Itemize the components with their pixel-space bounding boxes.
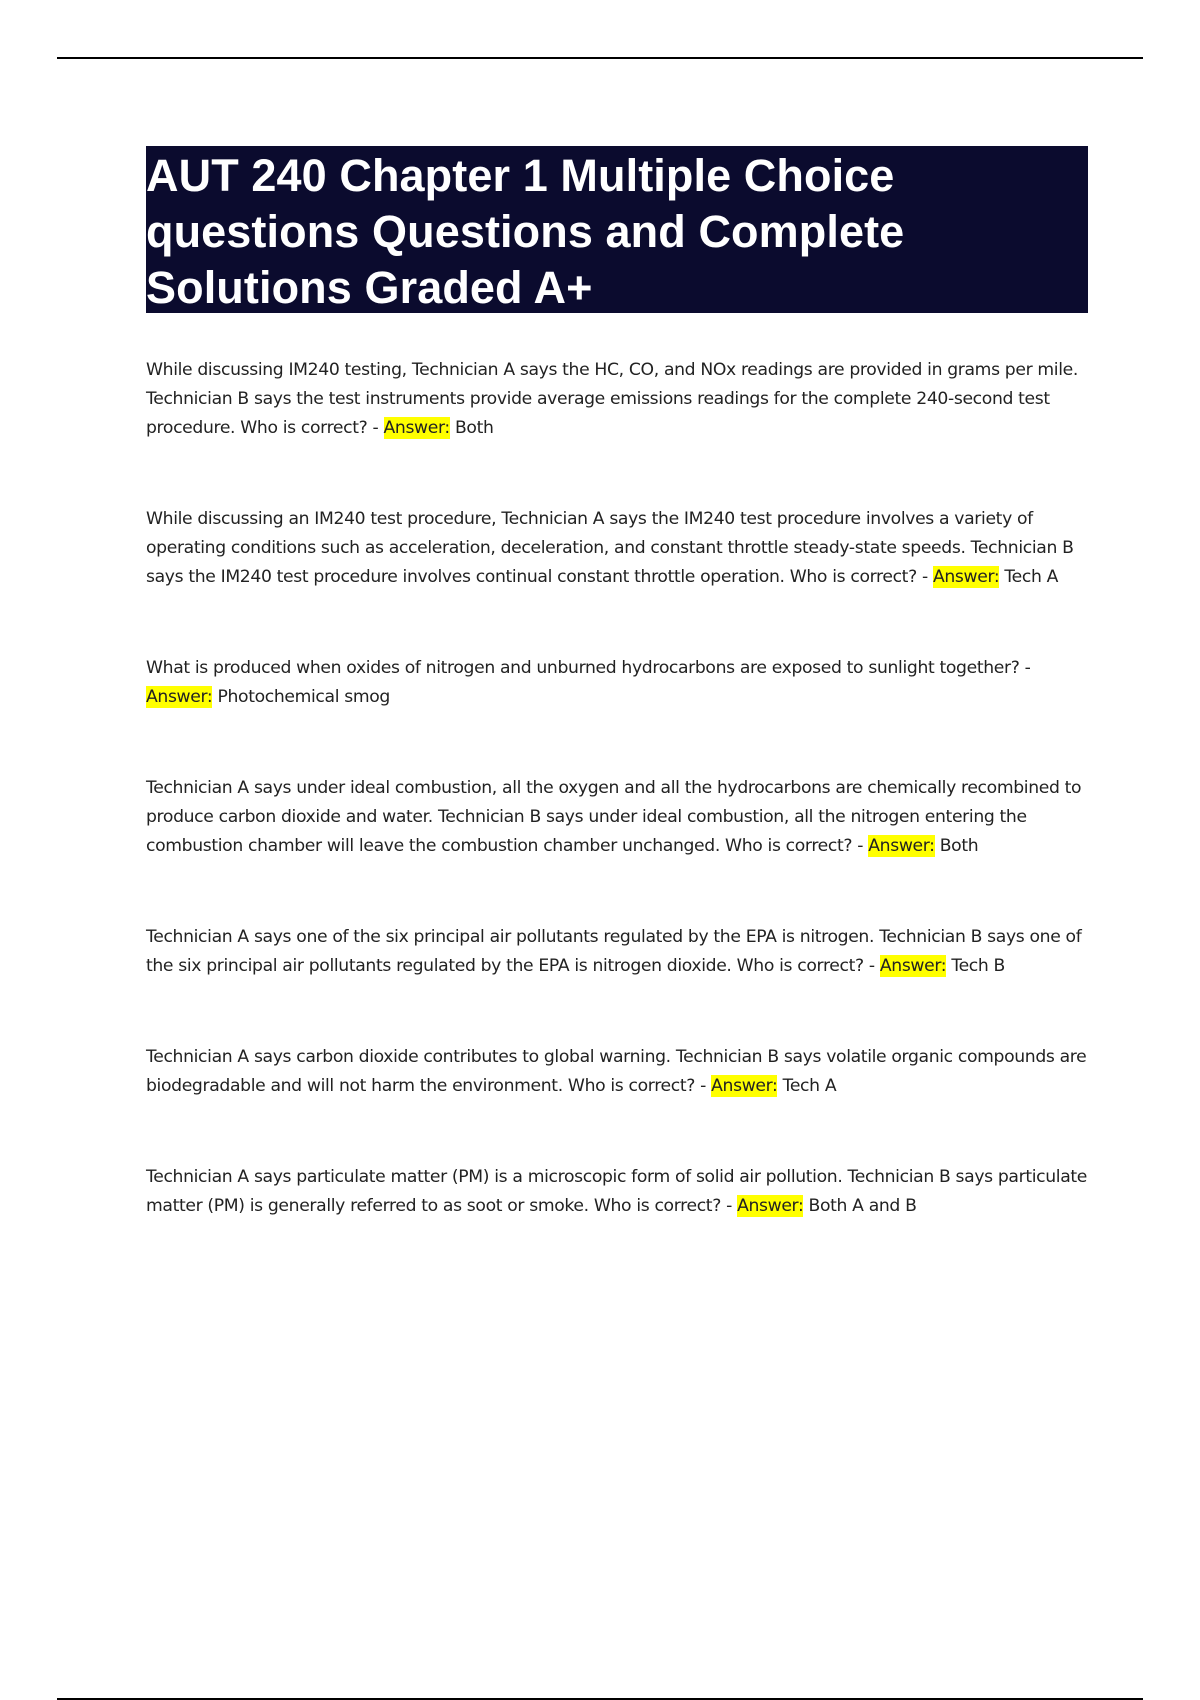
answer-text: Tech A xyxy=(1004,567,1059,587)
question-text: Technician A says particulate matter (PM) is a microscopic form of solid air pollution. Technician B says particulate matter (PM) is generally referred to as soot or smoke. Who is correct? xyxy=(146,1167,1087,1216)
answer-text: Both xyxy=(454,418,494,438)
answer-label: Answer: xyxy=(711,1076,778,1096)
question-item-3 xyxy=(146,654,1091,712)
answer-text: Both A and B xyxy=(808,1196,917,1216)
title-banner xyxy=(146,146,1088,313)
question-text: While discussing an IM240 test procedure, Technician A says the IM240 test procedure involves a variety of operating conditions such as acceleration, deceleration, and constant throttle steady-state speeds. Technician B says the IM240 test procedure involves continual constant throttle operation. Who is correct? xyxy=(146,509,1074,587)
answer-text: Both xyxy=(939,836,979,856)
document-title: AUT 240 Chapter 1 Multiple Choice questions Questions and Complete Solutions Graded A+ xyxy=(146,150,905,313)
answer-separator: - xyxy=(916,567,933,587)
answer-label: Answer: xyxy=(737,1196,804,1216)
answer-separator: - xyxy=(720,1196,738,1216)
answer-label: Answer: xyxy=(932,567,1000,587)
question-text: Technician A says carbon dioxide contributes to global warning. Technician B says volatile organic compounds are biodegradable and will not harm the environment. Who is correct? xyxy=(146,1047,1087,1096)
answer-label: Answer: xyxy=(868,836,935,856)
question-item-5 xyxy=(146,923,1091,981)
answer-separator: - xyxy=(695,1076,712,1096)
answer-label: Answer: xyxy=(146,687,213,707)
answer-separator: - xyxy=(367,418,384,438)
answer-text: Tech A xyxy=(782,1076,837,1096)
question-list xyxy=(146,356,1091,1221)
answer-text: Photochemical smog xyxy=(217,687,390,707)
question-item-4 xyxy=(146,774,1091,861)
question-text: Technician A says under ideal combustion, all the oxygen and all the hydrocarbons are chemically recombined to produce carbon dioxide and water. Technician B says under ideal combustion, all the nitrogen entering the combustion chamber will leave the combustion chamber unchanged. Who is correct? xyxy=(146,778,1082,856)
question-text: While discussing IM240 testing, Technician A says the HC, CO, and NOx readings are provided in grams per mile. Technician B says the test instruments provide average emissions readings for the complete 240-second test procedure. Who is correct? xyxy=(146,360,1078,438)
answer-separator: - xyxy=(852,836,869,856)
answer-separator: - xyxy=(863,956,880,976)
top-rule xyxy=(57,57,1143,59)
question-item-2 xyxy=(146,505,1091,592)
question-item-7 xyxy=(146,1163,1091,1221)
question-text: Technician A says one of the six principal air pollutants regulated by the EPA is nitrogen. Technician B says one of the six principal air pollutants regulated by the EPA is nitrogen dioxide. Who is correct? xyxy=(146,927,1082,976)
answer-text: Tech B xyxy=(951,956,1005,976)
answer-label: Answer: xyxy=(879,956,947,976)
question-item-6 xyxy=(146,1043,1091,1101)
question-text: What is produced when oxides of nitrogen and unburned hydrocarbons are exposed to sunlight together? xyxy=(146,658,1020,678)
answer-label: Answer: xyxy=(383,418,450,438)
answer-separator: - xyxy=(1019,658,1031,678)
question-item-1 xyxy=(146,356,1091,443)
